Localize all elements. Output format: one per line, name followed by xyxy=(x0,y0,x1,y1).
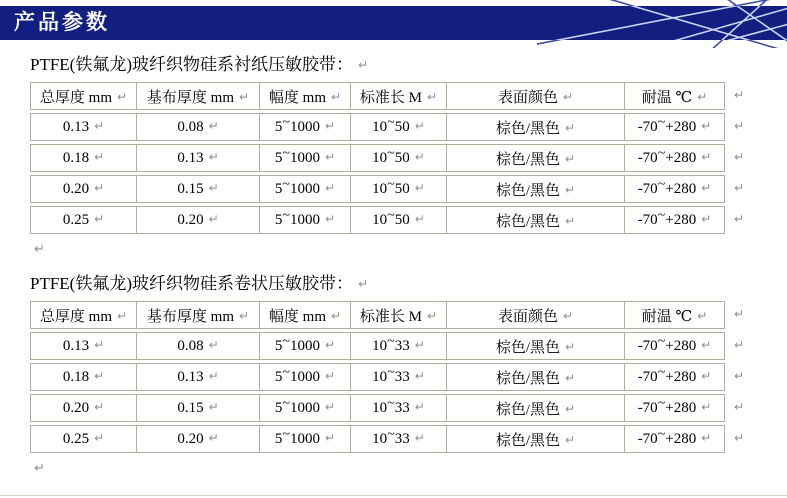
table-row xyxy=(30,363,751,391)
tilde: ~ xyxy=(657,145,666,161)
row-end-mark xyxy=(725,206,751,234)
tilde: ~ xyxy=(657,426,666,442)
cell-end-mark: ↵ xyxy=(427,308,438,323)
paragraph-mark: ↵ xyxy=(358,58,369,72)
paragraph-mark: ↵ xyxy=(358,277,369,291)
header-cell: 标准长 M ↵ xyxy=(351,82,447,110)
header-cell: 基布厚度 mm ↵ xyxy=(137,301,260,329)
header-cell: 耐温 ℃ ↵ xyxy=(625,82,725,110)
section-lined-tape xyxy=(0,50,787,237)
table-cell: 10~50 ↵ xyxy=(351,206,447,234)
table-cell: 5~1000 ↵ xyxy=(260,363,351,391)
table-cell: 0.08 ↵ xyxy=(137,332,260,360)
cell-end-mark: ↵ xyxy=(565,120,576,135)
cell-end-mark: ↵ xyxy=(701,399,712,414)
cell-end-mark: ↵ xyxy=(565,401,576,416)
table-cell: 棕色/黑色 ↵ xyxy=(447,332,625,360)
paragraph-mark: ↵ xyxy=(734,430,745,445)
table-cell: 5~1000 ↵ xyxy=(260,144,351,172)
empty-paragraph xyxy=(34,241,787,259)
table-header-row xyxy=(30,82,751,110)
empty-paragraph xyxy=(34,460,787,478)
tilde: ~ xyxy=(657,114,666,130)
page-header-bar xyxy=(0,6,787,40)
cell-end-mark: ↵ xyxy=(565,182,576,197)
header-cell: 总厚度 mm ↵ xyxy=(30,301,137,329)
table-cell: 0.20 ↵ xyxy=(137,425,260,453)
table-cell: 0.18 ↵ xyxy=(30,363,137,391)
cell-end-mark: ↵ xyxy=(565,432,576,447)
paragraph-mark: ↵ xyxy=(734,337,745,352)
table-cell: -70~+280 ↵ xyxy=(625,394,725,422)
cell-end-mark: ↵ xyxy=(414,180,425,195)
table-cell: 10~33 ↵ xyxy=(351,425,447,453)
cell-end-mark: ↵ xyxy=(414,337,425,352)
cell-end-mark: ↵ xyxy=(701,368,712,383)
table-cell: 5~1000 ↵ xyxy=(260,332,351,360)
cell-end-mark: ↵ xyxy=(701,211,712,226)
table-row xyxy=(30,113,751,141)
table-cell: 0.13 ↵ xyxy=(137,144,260,172)
tilde: ~ xyxy=(387,395,395,411)
paragraph-mark: ↵ xyxy=(34,461,45,476)
table-cell: 棕色/黑色 ↵ xyxy=(447,206,625,234)
table-row xyxy=(30,206,751,234)
table-cell: -70~+280 ↵ xyxy=(625,206,725,234)
row-end-mark xyxy=(725,425,751,453)
row-end-mark xyxy=(725,301,751,329)
paragraph-mark: ↵ xyxy=(734,211,745,226)
cell-end-mark: ↵ xyxy=(94,149,105,164)
cell-end-mark: ↵ xyxy=(414,368,425,383)
cell-end-mark: ↵ xyxy=(325,118,336,133)
cell-end-mark: ↵ xyxy=(117,89,128,104)
table-cell: 10~50 ↵ xyxy=(351,113,447,141)
table-cell: 0.25 ↵ xyxy=(30,206,137,234)
tilde: ~ xyxy=(387,176,395,192)
tilde: ~ xyxy=(657,207,666,223)
table-cell: 5~1000 ↵ xyxy=(260,113,351,141)
spec-table-roll xyxy=(30,298,751,456)
cell-end-mark: ↵ xyxy=(208,337,219,352)
cell-end-mark: ↵ xyxy=(414,149,425,164)
cell-end-mark: ↵ xyxy=(562,89,574,104)
cell-end-mark: ↵ xyxy=(565,213,576,228)
table-cell: 棕色/黑色 ↵ xyxy=(447,394,625,422)
row-end-mark xyxy=(725,113,751,141)
cell-end-mark: ↵ xyxy=(208,118,219,133)
cell-end-mark: ↵ xyxy=(414,211,425,226)
tilde: ~ xyxy=(387,207,395,223)
cell-end-mark: ↵ xyxy=(562,308,574,323)
table-cell: -70~+280 ↵ xyxy=(625,332,725,360)
paragraph-mark: ↵ xyxy=(734,399,745,414)
row-end-mark xyxy=(725,175,751,203)
cell-end-mark: ↵ xyxy=(94,368,105,383)
table-cell: 0.15 ↵ xyxy=(137,175,260,203)
row-end-mark xyxy=(725,144,751,172)
table-cell: 10~33 ↵ xyxy=(351,332,447,360)
row-end-mark xyxy=(725,363,751,391)
table-cell: 5~1000 ↵ xyxy=(260,425,351,453)
cell-end-mark: ↵ xyxy=(208,399,219,414)
tilde: ~ xyxy=(282,145,290,161)
cell-end-mark: ↵ xyxy=(325,430,336,445)
tilde: ~ xyxy=(282,333,290,349)
tilde: ~ xyxy=(387,333,395,349)
row-end-mark xyxy=(725,332,751,360)
cell-end-mark: ↵ xyxy=(414,399,425,414)
header-cell: 表面颜色 ↵ xyxy=(447,301,625,329)
cell-end-mark: ↵ xyxy=(565,339,576,354)
cell-end-mark: ↵ xyxy=(701,430,712,445)
cell-end-mark: ↵ xyxy=(94,118,105,133)
spec-table-lined xyxy=(30,79,751,237)
table-cell: 0.13 ↵ xyxy=(30,113,137,141)
cell-end-mark: ↵ xyxy=(414,430,425,445)
header-cell: 总厚度 mm ↵ xyxy=(30,82,137,110)
header-cell: 表面颜色 ↵ xyxy=(447,82,625,110)
cell-end-mark: ↵ xyxy=(325,337,336,352)
tilde: ~ xyxy=(282,176,290,192)
cell-end-mark: ↵ xyxy=(701,149,712,164)
cell-end-mark: ↵ xyxy=(325,149,336,164)
section-title xyxy=(30,50,787,75)
section-title-text: PTFE(铁氟龙)玻纤织物硅系卷状压敏胶带： xyxy=(30,274,353,293)
table-cell: 0.25 ↵ xyxy=(30,425,137,453)
table-cell: 棕色/黑色 ↵ xyxy=(447,144,625,172)
table-cell: 0.20 ↵ xyxy=(137,206,260,234)
tilde: ~ xyxy=(387,364,395,380)
cell-end-mark: ↵ xyxy=(331,89,342,104)
table-cell: 0.08 ↵ xyxy=(137,113,260,141)
cell-end-mark: ↵ xyxy=(565,370,576,385)
tilde: ~ xyxy=(657,333,666,349)
tilde: ~ xyxy=(657,176,666,192)
table-row xyxy=(30,144,751,172)
paragraph-mark: ↵ xyxy=(734,180,745,195)
header-cell: 幅度 mm ↵ xyxy=(260,301,351,329)
table-cell: 5~1000 ↵ xyxy=(260,206,351,234)
tilde: ~ xyxy=(387,114,395,130)
cell-end-mark: ↵ xyxy=(701,180,712,195)
table-cell: 5~1000 ↵ xyxy=(260,394,351,422)
cell-end-mark: ↵ xyxy=(325,368,336,383)
cell-end-mark: ↵ xyxy=(701,118,712,133)
table-row xyxy=(30,394,751,422)
cell-end-mark: ↵ xyxy=(94,399,105,414)
page-title: 产品参数 xyxy=(14,11,110,34)
header-cell: 耐温 ℃ ↵ xyxy=(625,301,725,329)
cell-end-mark: ↵ xyxy=(239,89,250,104)
paragraph-mark: ↵ xyxy=(734,368,745,383)
cell-end-mark: ↵ xyxy=(94,337,105,352)
cell-end-mark: ↵ xyxy=(565,151,576,166)
bottom-divider xyxy=(0,495,787,496)
tilde: ~ xyxy=(657,395,666,411)
header-cell: 标准长 M ↵ xyxy=(351,301,447,329)
table-cell: 10~33 ↵ xyxy=(351,394,447,422)
cell-end-mark: ↵ xyxy=(414,118,425,133)
header-cell: 幅度 mm ↵ xyxy=(260,82,351,110)
cell-end-mark: ↵ xyxy=(325,180,336,195)
table-cell: 5~1000 ↵ xyxy=(260,175,351,203)
cell-end-mark: ↵ xyxy=(325,211,336,226)
cell-end-mark: ↵ xyxy=(117,308,128,323)
cell-end-mark: ↵ xyxy=(325,399,336,414)
table-cell: -70~+280 ↵ xyxy=(625,175,725,203)
paragraph-mark: ↵ xyxy=(734,306,745,321)
cell-end-mark: ↵ xyxy=(427,89,438,104)
table-cell: -70~+280 ↵ xyxy=(625,144,725,172)
table-cell: 棕色/黑色 ↵ xyxy=(447,175,625,203)
cell-end-mark: ↵ xyxy=(94,180,105,195)
table-cell: 0.15 ↵ xyxy=(137,394,260,422)
content-area xyxy=(0,40,787,478)
table-cell: 棕色/黑色 ↵ xyxy=(447,425,625,453)
row-end-mark xyxy=(725,394,751,422)
paragraph-mark: ↵ xyxy=(734,149,745,164)
tilde: ~ xyxy=(387,145,395,161)
paragraph-mark: ↵ xyxy=(734,118,745,133)
table-cell: 棕色/黑色 ↵ xyxy=(447,113,625,141)
tilde: ~ xyxy=(657,364,666,380)
table-cell: 0.18 ↵ xyxy=(30,144,137,172)
cell-end-mark: ↵ xyxy=(697,308,708,323)
cell-end-mark: ↵ xyxy=(331,308,342,323)
paragraph-mark: ↵ xyxy=(34,242,45,257)
table-cell: 0.20 ↵ xyxy=(30,394,137,422)
section-roll-tape xyxy=(0,269,787,456)
cell-end-mark: ↵ xyxy=(208,430,219,445)
table-cell: 0.20 ↵ xyxy=(30,175,137,203)
table-cell: 棕色/黑色 ↵ xyxy=(447,363,625,391)
tilde: ~ xyxy=(387,426,395,442)
cell-end-mark: ↵ xyxy=(208,149,219,164)
cell-end-mark: ↵ xyxy=(94,211,105,226)
table-row xyxy=(30,332,751,360)
cell-end-mark: ↵ xyxy=(94,430,105,445)
row-end-mark xyxy=(725,82,751,110)
cell-end-mark: ↵ xyxy=(239,308,250,323)
table-cell: -70~+280 ↵ xyxy=(625,425,725,453)
tilde: ~ xyxy=(282,426,290,442)
table-row xyxy=(30,175,751,203)
table-row xyxy=(30,425,751,453)
cell-end-mark: ↵ xyxy=(208,211,219,226)
table-cell: 10~33 ↵ xyxy=(351,363,447,391)
tilde: ~ xyxy=(282,364,290,380)
cell-end-mark: ↵ xyxy=(701,337,712,352)
table-cell: 0.13 ↵ xyxy=(30,332,137,360)
cell-end-mark: ↵ xyxy=(208,368,219,383)
table-cell: 10~50 ↵ xyxy=(351,144,447,172)
table-cell: 0.13 ↵ xyxy=(137,363,260,391)
tilde: ~ xyxy=(282,114,290,130)
header-cell: 基布厚度 mm ↵ xyxy=(137,82,260,110)
tilde: ~ xyxy=(282,395,290,411)
section-title xyxy=(30,269,787,294)
table-cell: -70~+280 ↵ xyxy=(625,363,725,391)
table-cell: 10~50 ↵ xyxy=(351,175,447,203)
cell-end-mark: ↵ xyxy=(697,89,708,104)
paragraph-mark: ↵ xyxy=(734,87,745,102)
table-cell: -70~+280 ↵ xyxy=(625,113,725,141)
table-header-row xyxy=(30,301,751,329)
section-title-text: PTFE(铁氟龙)玻纤织物硅系衬纸压敏胶带： xyxy=(30,55,353,74)
cell-end-mark: ↵ xyxy=(208,180,219,195)
tilde: ~ xyxy=(282,207,290,223)
